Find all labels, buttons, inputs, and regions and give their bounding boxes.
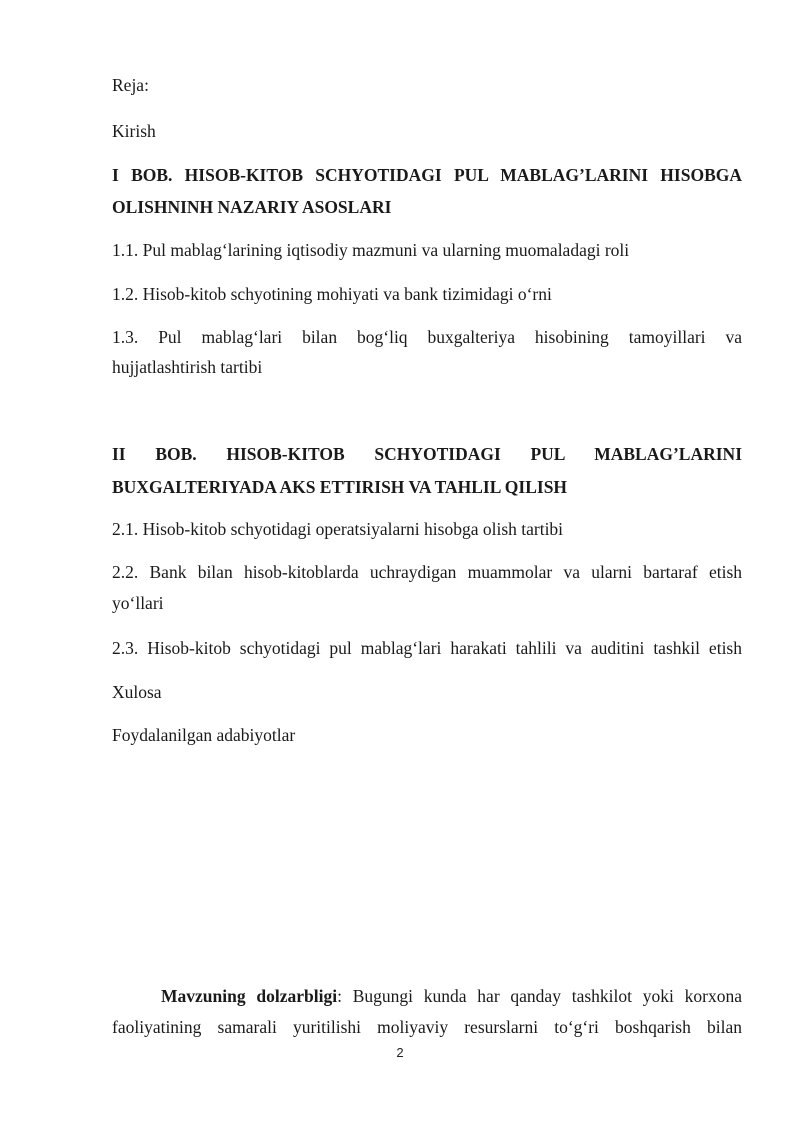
toc-conclusion: Xulosa [112,682,162,702]
toc-item-2-2-line1: 2.2. Bank bilan hisob-kitoblarda uchraydigan muammolar va ularni bartaraf etish [112,562,742,582]
toc-item-1-3-line1: 1.3. Pul mablag‘lari bilan bog‘liq buxgalteriya hisobining tamoyillari va [112,327,742,347]
toc-item-2-3: 2.3. Hisob-kitob schyotidagi pul mablag‘lari harakati tahlili va auditini tashkil etish [112,638,742,658]
body-paragraph-line1 [112,985,742,1007]
chapter2-title-line1: II BOB. HISOB-KITOB SCHYOTIDAGI PUL MABLAG’LARINI [112,444,742,464]
toc-item-1-1: 1.1. Pul mablag‘larining iqtisodiy mazmuni va ularning muomaladagi roli [112,240,630,260]
chapter1-title-line1: I BOB. HISOB-KITOB SCHYOTIDAGI PUL MABLAG’LARINI HISOBGA [112,165,742,185]
body-paragraph-line2: faoliyatining samarali yuritilishi moliyaviy resurslarni to‘g‘ri boshqarish bilan [112,1017,742,1037]
toc-item-2-2-line2: yo‘llari [112,593,164,613]
chapter2-title-line2: BUXGALTERIYADA AKS ETTIRISH VA TAHLIL QILISH [112,477,568,497]
lead-term: Mavzuning dolzarbligi [161,986,338,1006]
page-number: 2 [396,1045,404,1060]
toc-item-1-2: 1.2. Hisob-kitob schyotining mohiyati va bank tizimidagi o‘rni [112,284,552,304]
plan-label: Reja: [112,75,149,95]
chapter1-title-line2: OLISHNINH NAZARIY ASOSLARI [112,197,392,217]
lead-colon: : [337,986,342,1006]
toc-intro: Kirish [112,121,156,141]
toc-references: Foydalanilgan adabiyotlar [112,725,296,745]
toc-item-1-3-line2: hujjatlashtirish tartibi [112,357,263,377]
toc-item-2-1: 2.1. Hisob-kitob schyotidagi operatsiyalarni hisobga olish tartibi [112,519,564,539]
body-line1-rest: Bugungi kunda har qanday tashkilot yoki korxona [341,986,742,1006]
